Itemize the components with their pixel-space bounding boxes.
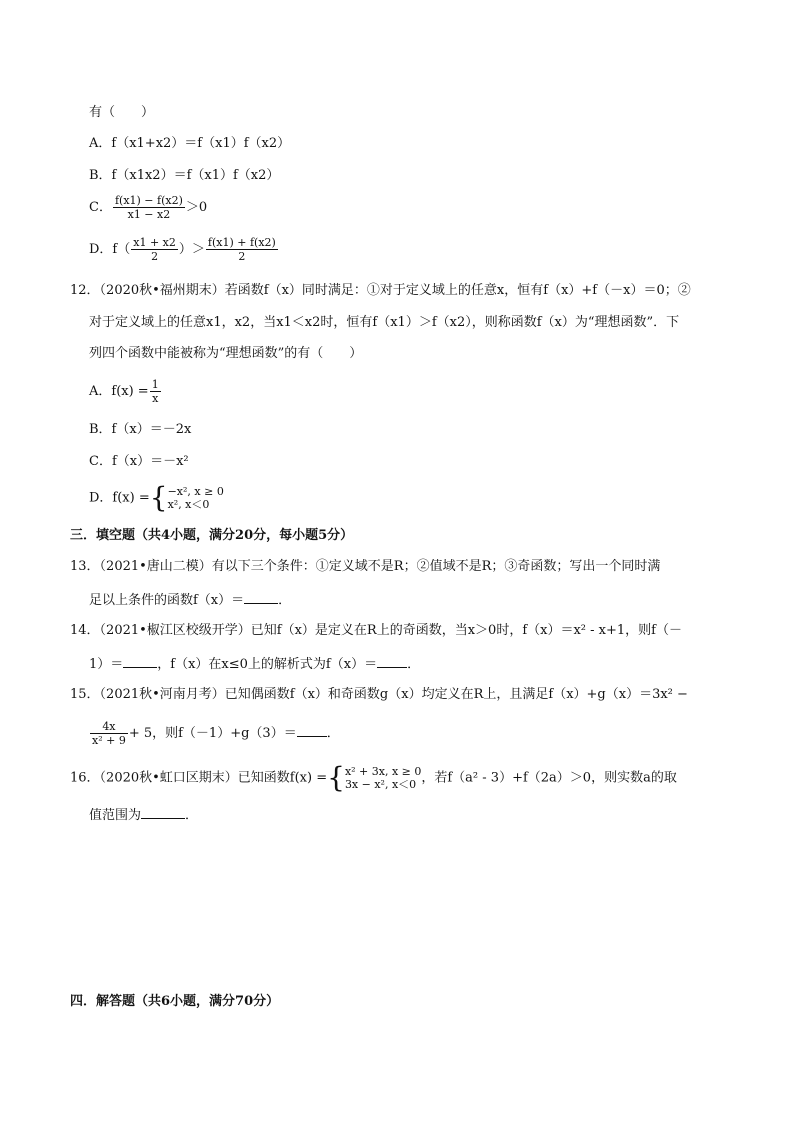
q11-option-d-mid: ）＞ — [178, 242, 205, 257]
q14-line-2-end: ． — [407, 657, 421, 672]
fraction-denominator: x² + 9 — [92, 734, 126, 747]
q11-option-c-tail: ＞0 — [185, 200, 208, 215]
fraction-denominator: 2 — [238, 250, 246, 263]
q12-line-3: 列四个函数中能被称为“理想函数”的有（ ） — [89, 346, 363, 361]
brace-symbol: { — [327, 761, 345, 794]
q11-option-c — [89, 194, 207, 221]
q15-line-2-end: ． — [326, 726, 340, 741]
fraction-numerator: f(x1) − f(x2) — [114, 194, 183, 207]
q14-line-2 — [89, 654, 420, 674]
q11-option-d-label: D．f（ — [89, 242, 131, 257]
fraction-numerator: 4x — [90, 720, 128, 734]
q12-option-c: C．f（x）＝－x² — [89, 454, 189, 469]
q15-line-2-text: + 5，则f（－1）+g（3）＝ — [128, 726, 297, 741]
case-line-2: x², x＜0 — [167, 498, 210, 511]
q12-option-a-fraction — [150, 378, 161, 405]
q11-option-b: B．f（x1x2）＝f（x1）f（x2） — [89, 168, 280, 183]
fraction-denominator: x1 − x2 — [127, 208, 171, 221]
q12-option-a — [89, 378, 162, 405]
case-line-2: 3x − x², x＜0 — [344, 778, 417, 791]
q15-line-1: 15．（2021秋•河南月考）已知偶函数f（x）和奇函数g（x）均定义在R上，且满足f（x）+g（x）＝3x² − — [70, 687, 688, 702]
q15-line-2 — [89, 720, 340, 747]
q12-option-d-label: D．f(x) = — [89, 490, 150, 506]
fraction-numerator: x1 + x2 — [133, 236, 176, 249]
case-line-1: x² + 3x, x ≥ 0 — [344, 765, 422, 778]
q14-line-1: 14．（2021•椒江区校级开学）已知f（x）是定义在R上的奇函数，当x＞0时，f（x）＝x² - x+1，则f（－ — [70, 623, 682, 638]
q11-option-d-fraction-2 — [206, 236, 278, 263]
answer-blank — [244, 590, 278, 604]
q12-option-a-label: A．f(x) = — [89, 384, 149, 399]
fraction-denominator: x — [152, 392, 159, 405]
q14-line-2-b: ，f（x）在x≤0上的解析式为f（x）＝ — [157, 657, 378, 672]
q14-line-2-a: 1）＝ — [89, 657, 124, 672]
answer-blank — [377, 654, 407, 668]
q13-line-2-text: 足以上条件的函数f（x）＝ — [89, 593, 245, 608]
fraction-numerator: 1 — [151, 378, 159, 391]
section-4-heading: 四．解答题（共6小题，满分70分） — [70, 994, 280, 1009]
q12-option-b: B．f（x）＝－2x — [89, 422, 192, 437]
q11-option-d — [89, 236, 279, 263]
q11-option-d-fraction-1 — [131, 236, 178, 263]
q12-line-2: 对于定义域上的任意x1，x2，当x1＜x2时，恒有f（x1）＞f（x2），则称函数f（x）为“理想函数”．下 — [89, 315, 680, 330]
q13-line-2 — [89, 590, 291, 610]
q16-suffix: ，若f（a² - 3）+f（2a）＞0，则实数a的取 — [421, 770, 677, 786]
fraction-numerator: f(x1) + f(x2) — [207, 236, 276, 249]
q16-line-2-end: ． — [185, 808, 199, 823]
q16-line-2 — [89, 805, 198, 825]
brace-symbol: { — [149, 481, 168, 514]
q15-fraction — [90, 720, 128, 747]
q11-option-a: A．f（x1+x2）＝f（x1）f（x2） — [89, 136, 291, 151]
q16-prefix: 16．（2020秋•虹口区期末）已知函数f(x) = — [70, 770, 328, 786]
answer-blank — [123, 654, 157, 668]
answer-blank — [141, 805, 185, 819]
fraction-denominator: 2 — [151, 250, 159, 263]
q13-line-1: 13．（2021•唐山二模）有以下三个条件：①定义域不是R；②值域不是R；③奇函数；写出一个同时满 — [70, 559, 661, 574]
answer-blank — [297, 723, 327, 737]
q12-option-d — [89, 481, 224, 514]
q12-line-1: 12．（2020秋•福州期末）若函数f（x）同时满足：①对于定义域上的任意x，恒有f（x）+f（－x）＝0；② — [70, 283, 691, 298]
q16-cases — [345, 765, 421, 791]
section-3-heading: 三．填空题（共4小题，满分20分，每小题5分） — [70, 528, 354, 543]
q16-line-2-text: 值范围为 — [89, 808, 142, 823]
q12-option-d-cases — [168, 485, 224, 511]
q11-option-c-fraction — [113, 194, 185, 221]
q16-line-1 — [70, 761, 677, 794]
q11-option-c-label: C． — [89, 200, 112, 215]
q11-stem: 有（ ） — [89, 105, 155, 120]
q13-line-2-end: ． — [278, 593, 292, 608]
case-line-1: −x², x ≥ 0 — [167, 485, 224, 498]
